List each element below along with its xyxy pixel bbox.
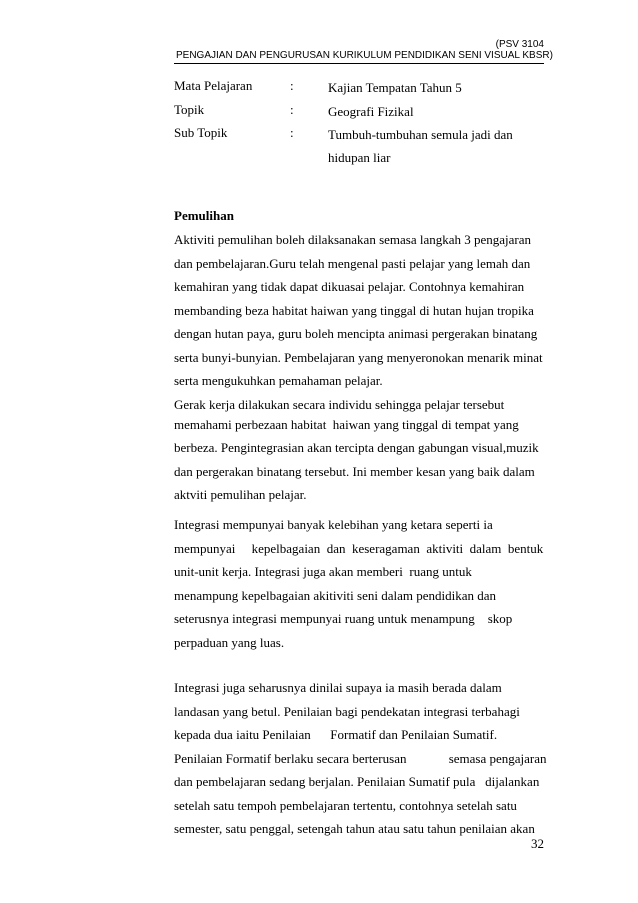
info-value: [328, 123, 544, 169]
text-line: perpaduan yang luas.: [174, 634, 285, 650]
text-line: Penilaian Formatif berlaku secara berterusan semasa pengajaran: [174, 750, 547, 766]
paragraph-integration-benefits: [174, 515, 546, 656]
info-row-subject: [174, 76, 544, 100]
running-header-title: PENGAJIAN DAN PENGURUSAN KURIKULUM PENDIDIKAN SENI VISUAL KBSR): [176, 50, 553, 61]
text-line: menampung kepelbagaian akitiviti seni dalam pendidikan dan: [174, 587, 497, 603]
text-line: dan pergerakan binatang tersebut. Ini member kesan yang baik dalam: [174, 463, 535, 479]
text-line: kemahiran yang tidak dapat dikuasai pelajar. Contohnya kemahiran: [174, 279, 525, 294]
header-rule: [174, 63, 544, 64]
text-line: setelah satu tempoh pembelajaran tertentu, contohnya setelah satu: [174, 797, 517, 813]
text-line: dengan hutan paya, guru boleh mencipta animasi pergerakan binatang: [174, 326, 538, 341]
info-value: Kajian Tempatan Tahun 5: [328, 80, 462, 95]
text-line: Integrasi juga seharusnya dinilai supaya ia masih berada dalam: [174, 680, 502, 695]
text-line: mempunyai kepelbagaian dan keseragaman aktiviti dalam bentuk: [174, 540, 544, 556]
course-code: (PSV 3104: [495, 39, 544, 50]
text-line: memahami perbezaan habitat haiwan yang tinggal di tempat yang: [174, 416, 519, 432]
text-line: unit-unit kerja. Integrasi juga akan memberi ruang untuk: [174, 564, 472, 579]
lesson-info: [174, 76, 544, 173]
paragraph-remedial: [174, 230, 546, 509]
info-colon: :: [290, 78, 294, 93]
info-label: Sub Topik: [174, 125, 228, 140]
text-line: kepada dua iaitu Penilaian Formatif dan Penilaian Sumatif.: [174, 727, 498, 742]
text-line: Integrasi mempunyai banyak kelebihan yang ketara seperti ia: [174, 517, 493, 532]
info-label: Topik: [174, 101, 205, 117]
text-line: aktviti pemulihan pelajar.: [174, 487, 307, 502]
text-line: Gerak kerja dilakukan secara individu sehingga pelajar tersebut: [174, 396, 505, 412]
paragraph-integration-assessment: [174, 678, 546, 843]
section-heading: Pemulihan: [174, 208, 234, 223]
text-line: serta bunyi-bunyian. Pembelajaran yang menyeronokan menarik minat: [174, 349, 543, 365]
info-colon: :: [290, 101, 294, 117]
page-number: 32: [531, 836, 544, 851]
info-value-line: hidupan liar: [328, 150, 391, 165]
text-line: dan pembelajaran sedang berjalan. Penilaian Sumatif pula dijalankan: [174, 774, 540, 789]
text-line: dan pembelajaran.Guru telah mengenal pasti pelajar yang lemah dan: [174, 255, 531, 271]
info-label: Mata Pelajaran: [174, 78, 253, 93]
text-line: seterusnya integrasi mempunyai ruang untuk menampung skop: [174, 611, 513, 626]
text-line: semester, satu penggal, setengah tahun atau satu tahun penilaian akan: [174, 821, 535, 836]
text-line: membanding beza habitat haiwan yang tinggal di hutan hujan tropika: [174, 302, 534, 318]
info-value: Geografi Fizikal: [328, 103, 414, 119]
info-colon: :: [290, 125, 294, 140]
info-row-subtopic: [174, 123, 544, 173]
text-line: landasan yang betul. Penilaian bagi pendekatan integrasi terbahagi: [174, 703, 520, 719]
info-row-topic: [174, 100, 544, 124]
text-line: berbeza. Pengintegrasian akan tercipta dengan gabungan visual,muzik: [174, 440, 539, 455]
text-line: serta mengukuhkan pemahaman pelajar.: [174, 373, 383, 388]
info-value-line: Tumbuh-tumbuhan semula jadi dan: [328, 127, 513, 142]
text-line: Aktiviti pemulihan boleh dilaksanakan semasa langkah 3 pengajaran: [174, 232, 532, 247]
